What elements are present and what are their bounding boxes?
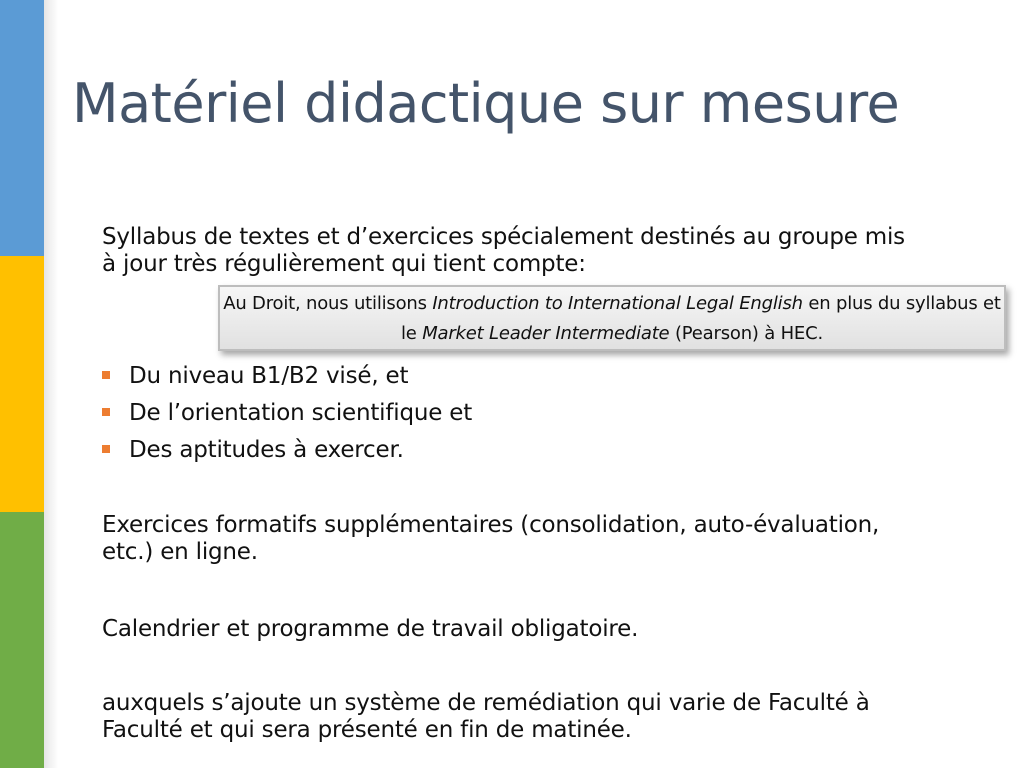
- side-bar-blue-segment: [0, 0, 44, 256]
- callout-text-part3: (Pearson) à HEC.: [669, 323, 823, 344]
- calendrier-paragraph: Calendrier et programme de travail obligatoire.: [102, 616, 639, 642]
- bullet-item: [102, 398, 472, 435]
- callout-book-title-2: Market Leader Intermediate: [422, 323, 670, 344]
- callout-text-part1: Au Droit, nous utilisons: [223, 293, 433, 314]
- side-bar-shadow: [44, 0, 58, 768]
- callout-book-title-1: Introduction to International Legal English: [432, 293, 803, 314]
- bullet-text: Des aptitudes à exercer.: [129, 437, 404, 463]
- square-bullet-icon: [102, 371, 110, 379]
- formatifs-paragraph: Exercices formatifs supplémentaires (consolidation, auto-évaluation, etc.) en ligne.: [102, 512, 880, 565]
- side-bar-yellow-segment: [0, 256, 44, 512]
- callout-box: [218, 285, 1006, 351]
- side-bar-green-segment: [0, 512, 44, 768]
- bullet-text: Du niveau B1/B2 visé, et: [129, 363, 409, 389]
- bullet-item: [102, 361, 472, 398]
- bullet-item: [102, 435, 472, 472]
- square-bullet-icon: [102, 445, 110, 453]
- remediation-paragraph: auxquels s’ajoute un système de remédiation qui varie de Faculté à Faculté et qui sera présenté en fin de matinée.: [102, 690, 870, 743]
- bullet-text: De l’orientation scientifique et: [129, 400, 473, 426]
- square-bullet-icon: [102, 408, 110, 416]
- decorative-side-bar: [0, 0, 44, 768]
- bullet-list: [102, 361, 472, 472]
- slide-title: Matériel didactique sur mesure: [72, 72, 900, 135]
- callout-text-part2: en plus du syllabus et le: [400, 293, 1001, 344]
- intro-paragraph: Syllabus de textes et d’exercices spécialement destinés au groupe mis à jour très régulièrement qui tient compte:: [102, 224, 905, 277]
